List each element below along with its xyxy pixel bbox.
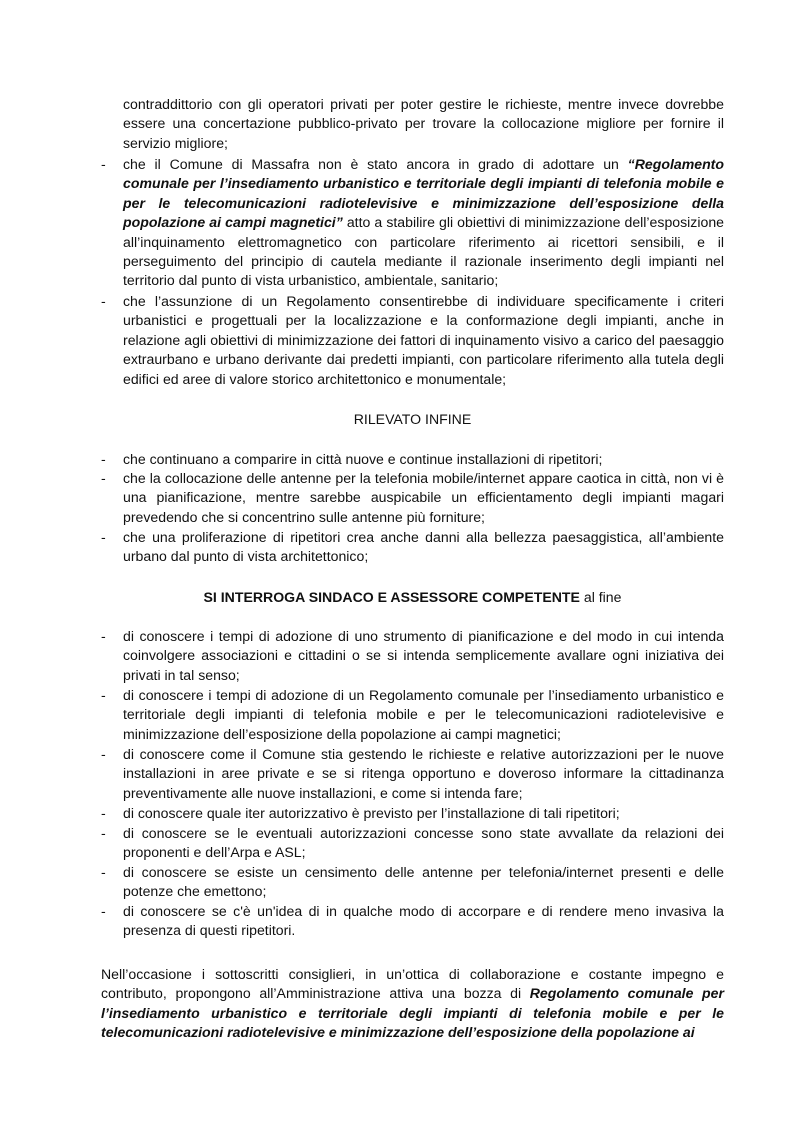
closing-regolamento-emphasis: Regolamento comunale per l’insediamento urbanistico e territoriale degli impianti di telefonia mobile e per le telecomunicazioni radiotelevisive e minimizzazione dell’esposizione della popolazione ai	[101, 985, 724, 1041]
consideration-1-post: atto a stabilire gli obiettivi di minimizzazione dell’esposizione all’inquinamento elettromagnetico con particolare riferimento ai ricettori sensibili, e il perseguimento del principio di cautela mediante il razionale inserimento degli impianti nel territorio dal punto di vista urbanistico, ambientale, sanitario;	[123, 214, 724, 289]
heading-interroga-rest: al fine	[579, 589, 622, 605]
bullet-dash: -	[101, 864, 106, 880]
heading-interroga-bold: SI INTERROGA SINDACO E ASSESSORE COMPETENTE	[203, 589, 580, 605]
bullet-dash: -	[101, 529, 106, 545]
bullet-dash: -	[101, 628, 106, 644]
interroga-item-7	[101, 902, 724, 941]
bullet-dash: -	[101, 825, 106, 841]
consideration-item-2	[101, 292, 724, 389]
regolamento-title-emphasis: “Regolamento comunale per l’insediamento urbanistico e territoriale degli impianti di telefonia mobile e per le telecomunicazioni radiotelevisive e minimizzazione dell’esposizione della popolazione ai campi magnetici”	[123, 156, 724, 231]
interroga-item-text: di conoscere se le eventuali autorizzazioni concesse sono state avvallate da relazioni dei proponenti e dell’Arpa e ASL;	[123, 825, 724, 861]
bullet-dash: -	[101, 156, 106, 172]
bullet-dash: -	[101, 687, 106, 703]
interroga-item-text: di conoscere i tempi di adozione di un Regolamento comunale per l’insediamento urbanistico e territoriale degli impianti di telefonia mobile e per le telecomunicazioni radiotelevisive e minimizzazione dell’esposizione della popolazione ai campi magnetici;	[123, 687, 724, 742]
interroga-item-1	[101, 627, 724, 685]
bullet-dash: -	[101, 903, 106, 919]
rilevato-item-3	[101, 528, 724, 567]
consideration-1-pre: che il Comune di Massafra non è stato ancora in grado di adottare un	[123, 156, 628, 172]
interroga-item-text: di conoscere come il Comune stia gestendo le richieste e relative autorizzazioni per le nuove installazioni in aree private e se si ritenga opportuno e doveroso informare la cittadinanza preventivamente alle nuove installazioni, e come si intenda fare;	[123, 746, 724, 801]
bullet-dash: -	[101, 746, 106, 762]
interroga-item-text: di conoscere quale iter autorizzativo è previsto per l’installazione di tali ripetitori;	[123, 805, 620, 821]
consideration-item-1	[101, 155, 724, 291]
bullet-dash: -	[101, 451, 106, 467]
rilevato-item-2	[101, 469, 724, 527]
rilevato-item-text: che continuano a comparire in città nuove e continue installazioni di ripetitori;	[123, 451, 603, 467]
heading-rilevato-infine: RILEVATO INFINE	[353, 411, 472, 427]
bullet-dash: -	[101, 470, 106, 486]
interroga-item-text: di conoscere i tempi di adozione di uno strumento di pianificazione e del modo in cui intenda coinvolgere associazioni e cittadini o se si intenda semplicemente avallare ogni iniziativa dei privati in tal senso;	[123, 628, 724, 683]
closing-pre: Nell’occasione i sottoscritti consiglieri, in un’ottica di collaborazione e costante impegno e contributo, propongono all’Amministrazione attiva una bozza di	[101, 966, 724, 1002]
intro-continuation: contraddittorio con gli operatori privati per poter gestire le richieste, mentre invece dovrebbe essere una concertazione pubblico-privato per trovare la collocazione migliore per fornire il servizio migliore;	[123, 96, 724, 151]
interroga-item-2	[101, 686, 724, 744]
bullet-dash: -	[101, 293, 106, 309]
interroga-item-text: di conoscere se c'è un'idea di in qualche modo di accorpare e di rendere meno invasiva la presenza di questi ripetitori.	[123, 903, 724, 939]
interroga-item-text: di conoscere se esiste un censimento delle antenne per telefonia/internet presenti e delle potenze che emettono;	[123, 864, 724, 900]
rilevato-item-1	[101, 450, 724, 469]
rilevato-item-text: che la collocazione delle antenne per la telefonia mobile/internet appare caotica in città, non vi è una pianificazione, mentre sarebbe auspicabile un efficientamento degli impianti magari prevedendo che si concentrino sulle antenne più forniture;	[123, 470, 724, 525]
closing-paragraph	[101, 965, 724, 1043]
consideration-2-text: che l’assunzione di un Regolamento consentirebbe di individuare specificamente i criteri urbanistici e progettuali per la localizzazione e la conformazione degli impianti, anche in relazione agli obiettivi di minimizzazione dei fattori di inquinamento visivo a carico del paesaggio extraurbano e urbano derivante dai predetti impianti, con particolare riferimento alla tutela degli edifici ed aree di valore storico architettonico e monumentale;	[123, 293, 724, 387]
heading-si-interroga	[101, 588, 724, 607]
rilevato-item-text: che una proliferazione di ripetitori crea anche danni alla bellezza paesaggistica, all’ambiente urbano dal punto di vista architettonico;	[123, 529, 724, 565]
interroga-item-5	[101, 824, 724, 863]
interroga-item-6	[101, 863, 724, 902]
bullet-dash: -	[101, 805, 106, 821]
interroga-item-4	[101, 804, 724, 823]
interroga-item-3	[101, 745, 724, 803]
